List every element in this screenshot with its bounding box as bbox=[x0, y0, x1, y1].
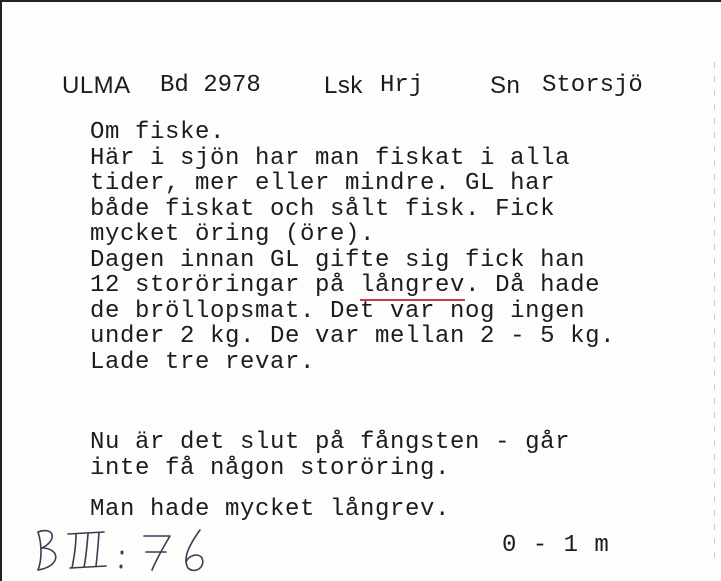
text-line bbox=[90, 273, 690, 299]
text-line: Lade tre revar. bbox=[90, 348, 316, 376]
text-line: mycket öring (öre). bbox=[90, 221, 376, 248]
lsk-label: Lsk bbox=[324, 72, 363, 99]
text-line: Dagen innan GL gifte sig fick han bbox=[90, 246, 586, 274]
text-fragment: 12 storöringar på bbox=[90, 272, 361, 299]
third-paragraph: Man hade mycket långrev. bbox=[90, 496, 451, 523]
text-line: under 2 kg. De var mellan 2 - 5 kg. bbox=[90, 323, 616, 350]
second-paragraph bbox=[90, 430, 570, 482]
main-paragraph bbox=[90, 120, 690, 375]
text-line: Om fiske. bbox=[90, 119, 226, 146]
text-fragment: . Då hade bbox=[465, 272, 601, 299]
parish-name: Storsjö bbox=[542, 72, 643, 99]
text-line: de bröllopsmat. Det var nog ingen bbox=[90, 297, 586, 325]
card-header bbox=[62, 72, 682, 106]
text-line: tider, mer eller mindre. GL har bbox=[90, 170, 556, 197]
sn-label: Sn bbox=[490, 72, 521, 99]
archive-code: ULMA bbox=[62, 72, 131, 99]
underlined-word: långrev bbox=[360, 272, 466, 299]
text-line: både fiskat och sålt fisk. Fick bbox=[90, 195, 556, 223]
text-line: inte få någon storöring. bbox=[90, 455, 451, 482]
lsk-value: Hrj bbox=[380, 72, 424, 99]
text-line: Här i sjön har man fiskat i alla bbox=[90, 144, 571, 172]
depth-range: 0 - 1 m bbox=[502, 532, 610, 559]
card-edge bbox=[714, 62, 715, 562]
handwritten-signum bbox=[32, 524, 222, 576]
text-line: Nu är det slut på fångsten - går bbox=[90, 429, 571, 456]
volume-number: Bd 2978 bbox=[160, 72, 261, 99]
